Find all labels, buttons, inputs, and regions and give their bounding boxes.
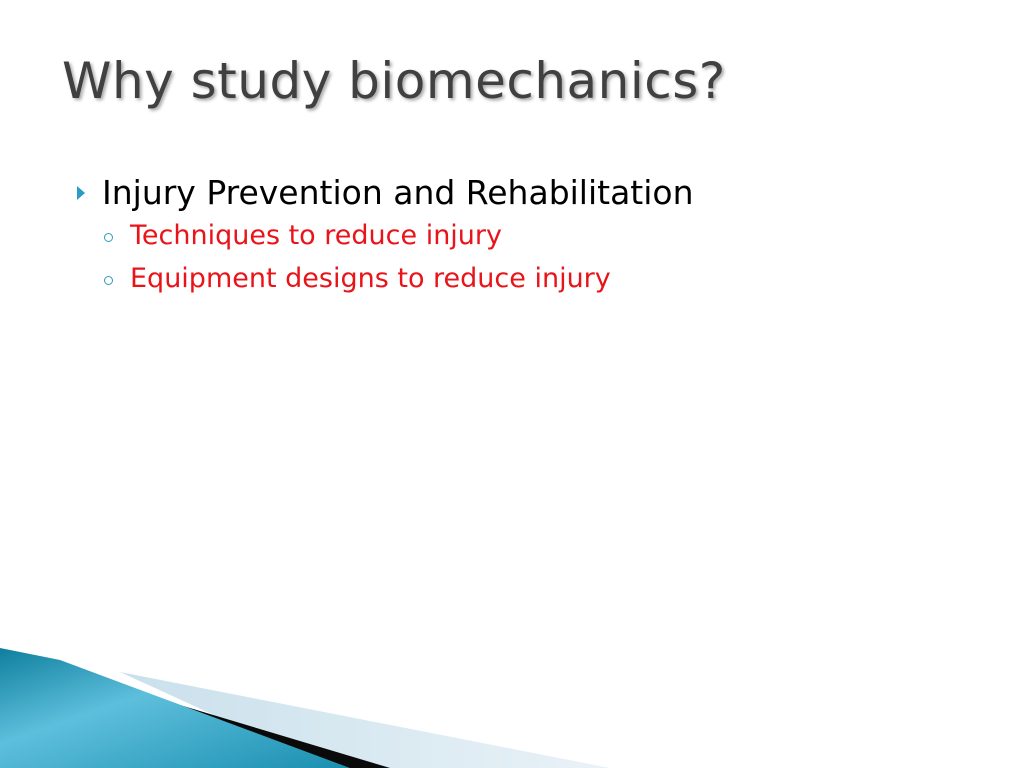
slide-title: Why study biomechanics?: [62, 52, 726, 110]
sub-bullet-text: Techniques to reduce injury: [130, 220, 503, 251]
bullet-text: Injury Prevention and Rehabilitation: [102, 172, 694, 212]
sub-bullet-text: Equipment designs to reduce injury: [130, 263, 611, 294]
